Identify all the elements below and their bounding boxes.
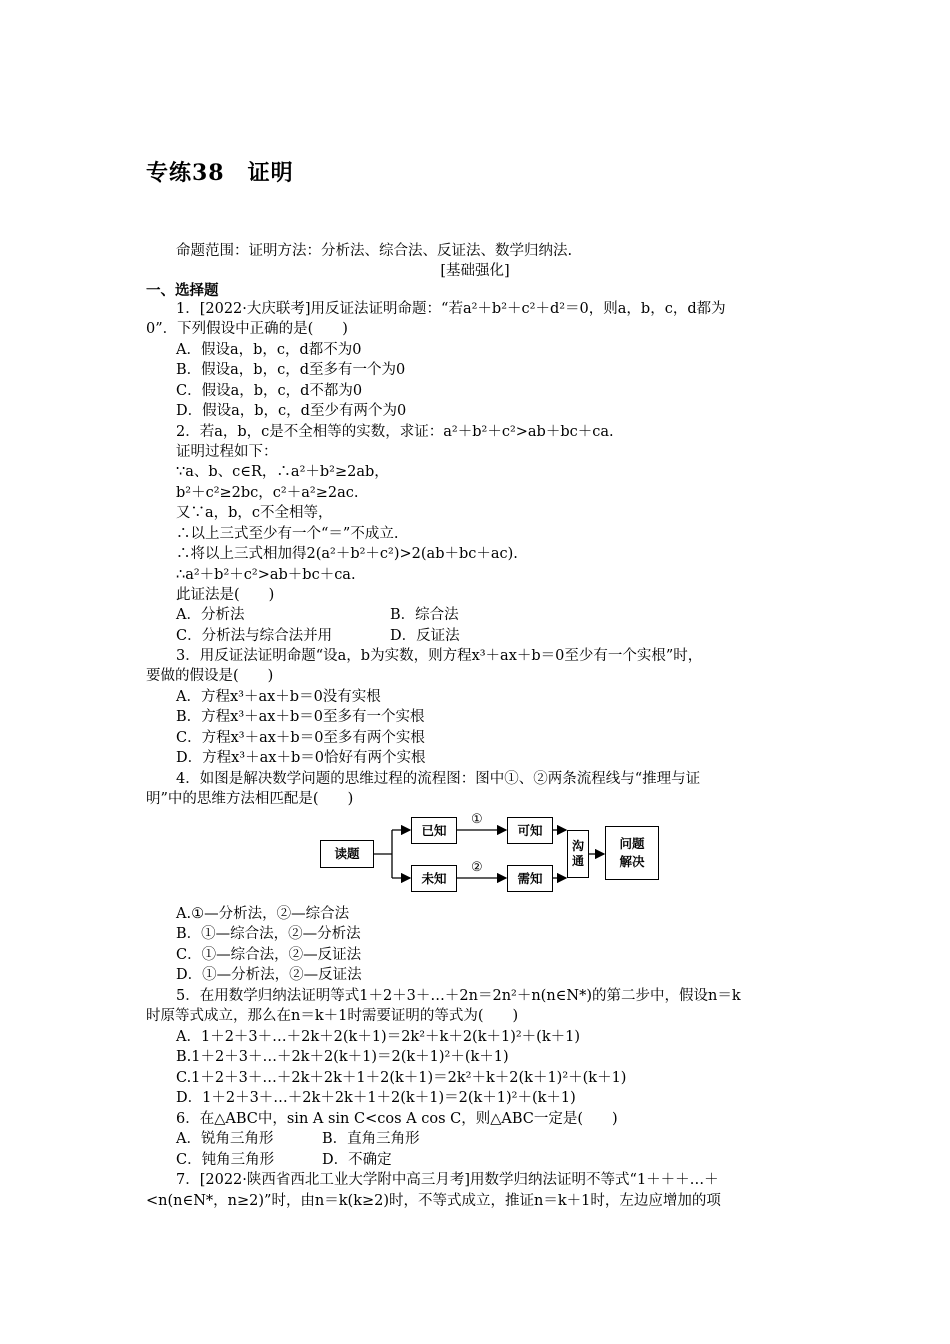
q2-proof-line8: 此证法是( ) [176,587,275,603]
q1-stem-line1: 1．[2022·大庆联考]用反证法证明命题：“若a²＋b²＋c²＋d²＝0，则a，b，c，d都为 [176,301,726,317]
box-link [567,830,589,878]
box-read: 读题 [320,840,374,868]
q6-option-a: A．锐角三角形 [176,1131,274,1147]
q4-option-b: B．①—综合法，②—分析法 [176,926,361,942]
q7-stem-line1: 7．[2022·陕西省西北工业大学附中高三月考]用数学归纳法证明不等式“1＋＋＋…＋ [176,1172,719,1188]
q5-stem-line2: 时原等式成立，那么在n＝k＋1时需要证明的等式为( ) [146,1008,519,1024]
q6-option-b: B．直角三角形 [322,1131,420,1147]
box-link-char: 沟 [571,839,584,853]
q1-option-d: D．假设a，b，c，d至少有两个为0 [176,403,407,419]
q6-option-d: D．不确定 [322,1152,392,1168]
q2-option-c: C．分析法与综合法并用 [176,628,333,644]
q6-stem: 6．在△ABC中，sin A sin C<cos A cos C，则△ABC一定是( ) [176,1111,618,1127]
q4-option-c: C．①—综合法，②—反证法 [176,947,362,963]
topic-scope: 命题范围：证明方法：分析法、综合法、反证法、数学归纳法. [176,243,573,259]
mark-1: ① [471,812,483,827]
q4-option-d: D．①—分析法，②—反证法 [176,967,362,983]
q1-option-a: A．假设a，b，c，d都不为0 [176,342,362,358]
box-unknown: 未知 [411,865,457,892]
q3-stem-line1: 3．用反证法证明命题“设a，b为实数，则方程x³＋ax＋b＝0至少有一个实根”时， [176,648,703,664]
q6-option-c: C．钝角三角形 [176,1152,275,1168]
box-solve-line2: 解决 [619,854,645,869]
q5-option-a: A．1＋2＋3＋…＋2k＋2(k＋1)＝2k²＋k＋2(k＋1)²＋(k＋1) [176,1029,581,1045]
box-link-char: 通 [571,854,584,868]
q5-option-b: B.1＋2＋3＋…＋2k＋2(k＋1)＝2(k＋1)²＋(k＋1) [176,1049,509,1065]
box-solve-line1: 问题 [619,836,645,851]
q2-proof-line6: ∴将以上三式相加得2(a²＋b²＋c²)>2(ab＋bc＋ac). [176,546,518,562]
q3-stem-line2: 要做的假设是( ) [146,668,274,684]
q3-option-a: A．方程x³＋ax＋b＝0没有实根 [176,689,381,705]
box-solve [605,826,659,880]
flowchart [318,814,664,894]
box-can-know: 可知 [507,817,553,844]
q2-proof-line3: b²＋c²≥2bc，c²＋a²≥2ac. [176,485,359,501]
q3-option-c: C．方程x³＋ax＋b＝0至多有两个实根 [176,730,425,746]
q2-proof-line5: ∴以上三式至少有一个“＝”不成立. [176,526,399,542]
q7-stem-line2: <n(n∈N*，n≥2)”时，由n＝k(k≥2)时，不等式成立，推证n＝k＋1时，左边应增加的项 [146,1193,721,1209]
q2-option-b: B．综合法 [390,607,459,623]
q4-stem-line2: 明”中的思维方法相匹配是( ) [146,791,354,807]
q5-option-d: D．1＋2＋3＋…＋2k＋2k＋1＋2(k＋1)＝2(k＋1)²＋(k＋1) [176,1090,576,1106]
q2-proof-line1: 证明过程如下： [176,444,278,460]
q2-proof-line2: ∵a、b、c∈R，∴a²＋b²≥2ab， [176,464,389,480]
box-known: 已知 [411,817,457,844]
q3-option-d: D．方程x³＋ax＋b＝0恰好有两个实根 [176,750,426,766]
q2-proof-line4: 又∵a，b，c不全相等， [176,505,333,521]
q1-option-c: C．假设a，b，c，d不都为0 [176,383,363,399]
q2-option-d: D．反证法 [390,628,460,644]
q2-stem-line1: 2．若a，b，c是不全相等的实数，求证：a²＋b²＋c²>ab＋bc＋ca. [176,424,614,440]
q5-option-c: C.1＋2＋3＋…＋2k＋2k＋1＋2(k＋1)＝2k²＋k＋2(k＋1)²＋(k＋1) [176,1070,627,1086]
mark-2: ② [471,860,483,875]
q1-option-b: B．假设a，b，c，d至多有一个为0 [176,362,406,378]
q1-stem-line2: 0”．下列假设中正确的是( ) [146,321,348,337]
q5-stem-line1: 5．在用数学归纳法证明等式1＋2＋3＋…＋2n＝2n²＋n(n∈N*)的第二步中，假设n＝k [176,988,741,1004]
q4-stem-line1: 4．如图是解决数学问题的思维过程的流程图：图中①、②两条流程线与“推理与证 [176,771,701,787]
section-heading: 一、选择题 [146,282,219,299]
q4-option-a: A.①—分析法，②—综合法 [176,906,350,922]
page-title: 专练38 证明 [146,160,294,186]
q3-option-b: B．方程x³＋ax＋b＝0至多有一个实根 [176,709,425,725]
q2-proof-line7: ∴a²＋b²＋c²>ab＋bc＋ca. [176,567,356,583]
q2-option-a: A．分析法 [176,607,245,623]
box-need-know: 需知 [507,865,553,892]
section-tag: [基础强化] [440,263,510,279]
